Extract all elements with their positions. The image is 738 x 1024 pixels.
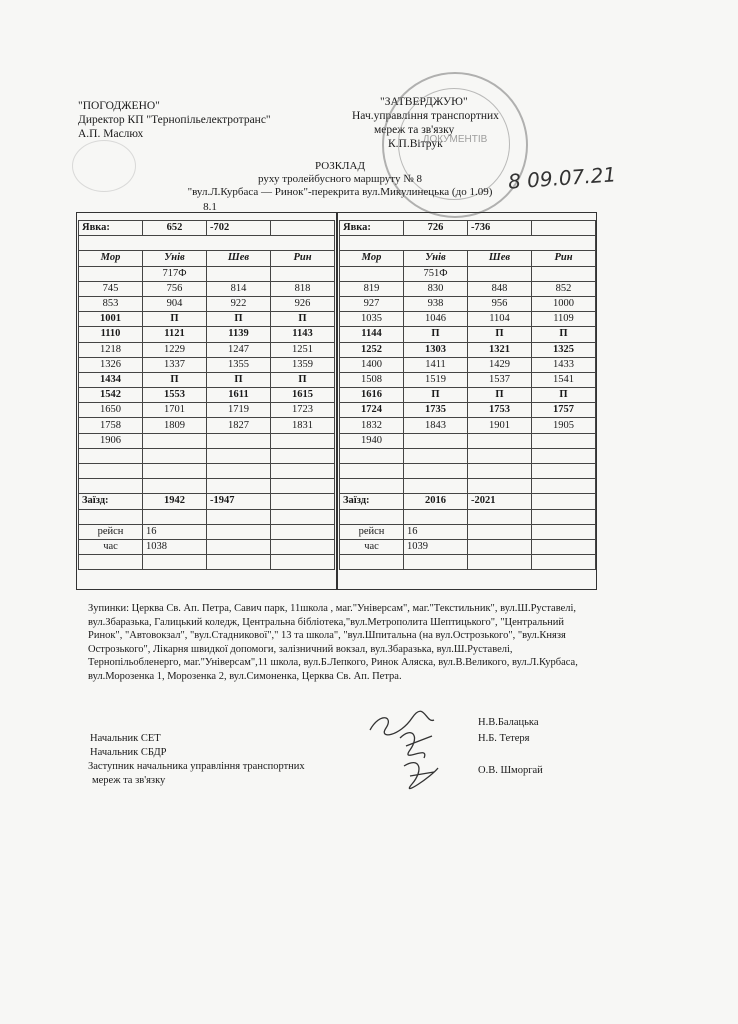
approval-right-position-1: Нач.управління транспортних xyxy=(352,110,499,122)
blank-row xyxy=(79,479,335,494)
time-cell: П xyxy=(404,327,468,342)
empty-cell xyxy=(340,464,404,479)
empty-cell xyxy=(207,555,271,570)
time-cell: 1411 xyxy=(404,357,468,372)
column-header: Шев xyxy=(207,251,271,266)
sig-right-3: О.В. Шморгай xyxy=(478,765,543,776)
column-header: Унів xyxy=(404,251,468,266)
approval-left-heading: "ПОГОДЖЕНО" xyxy=(78,100,160,112)
time-cell xyxy=(468,433,532,448)
stops-list: Зупинки: Церква Св. Ап. Петра, Савич парк, 11школа , маг."Універсам", маг."Текстильник", вул.Ш.Руставелі, вул.Збаразька, Галицький коледж, Центральна бібліотека,"вул.Метрополита Шептицького", "Центральний Ринок", "Автовокзал", "вул.Стадникової"," 13 та школа", "вул.Шпитальна (на вул.Острозького", "вул.Князя Острозького", Лікарня швидкої допомоги, залізничний вокзал, вул.Збаразька, вул.Ш.Руставелі, Тернопільобленерго, маг."Універсам",11 школа, вул.Б.Лепкого, Ринок Аляска, вул.В.Великого, вул.Л.Курбаса, вул.Морозенка 1, Морозенка 2, вул.Симоненка, Церква Св. Ап. Петра. xyxy=(88,603,578,682)
empty-cell xyxy=(404,479,468,494)
time-cell: 1753 xyxy=(468,403,532,418)
zaizd-start: 1942 xyxy=(143,494,207,509)
time-cell: 1541 xyxy=(532,372,596,387)
time-row xyxy=(79,539,335,554)
time-cell: П xyxy=(404,388,468,403)
empty-cell xyxy=(207,524,271,539)
sig-left-4: мереж та зв'язку xyxy=(92,775,166,786)
empty-cell xyxy=(404,555,468,570)
time-cell: 756 xyxy=(143,281,207,296)
empty-cell xyxy=(532,494,596,509)
empty-cell xyxy=(340,266,404,281)
approval-right-name: К.П.Вітрук xyxy=(388,138,443,150)
yavka-row xyxy=(79,221,335,236)
empty-cell xyxy=(532,539,596,554)
time-cell: П xyxy=(207,372,271,387)
empty-cell xyxy=(271,464,335,479)
column-header: Шев xyxy=(468,251,532,266)
spacer-cell xyxy=(340,236,596,251)
empty-cell xyxy=(468,555,532,570)
table-row xyxy=(79,388,335,403)
time-cell: 904 xyxy=(143,296,207,311)
sig-right-2: Н.Б. Тетеря xyxy=(478,733,530,744)
time-cell: 818 xyxy=(271,281,335,296)
work-time-label: час xyxy=(79,539,143,554)
time-cell: 1701 xyxy=(143,403,207,418)
column-header: Рин xyxy=(271,251,335,266)
empty-cell xyxy=(468,479,532,494)
depot-code: 717Ф xyxy=(143,266,207,281)
spacer-row xyxy=(79,236,335,251)
empty-cell xyxy=(404,448,468,463)
time-cell: 1143 xyxy=(271,327,335,342)
time-cell: 1508 xyxy=(340,372,404,387)
time-cell: 1542 xyxy=(79,388,143,403)
time-cell: П xyxy=(143,372,207,387)
empty-cell xyxy=(340,479,404,494)
time-cell: 1615 xyxy=(271,388,335,403)
empty-cell xyxy=(271,221,335,236)
empty-cell xyxy=(79,479,143,494)
table-row xyxy=(340,327,596,342)
time-cell: П xyxy=(532,327,596,342)
approval-right-heading: "ЗАТВЕРДЖУЮ" xyxy=(380,96,468,108)
empty-cell xyxy=(143,509,207,524)
time-cell: 1832 xyxy=(340,418,404,433)
empty-cell xyxy=(207,448,271,463)
sig-left-2: Начальник СБДР xyxy=(90,747,167,758)
time-cell: П xyxy=(143,312,207,327)
time-cell: 1104 xyxy=(468,312,532,327)
time-cell: 1001 xyxy=(79,312,143,327)
empty-cell xyxy=(468,266,532,281)
time-cell: 1121 xyxy=(143,327,207,342)
table-row xyxy=(340,281,596,296)
empty-cell xyxy=(271,266,335,281)
time-cell: 1553 xyxy=(143,388,207,403)
table-row xyxy=(340,342,596,357)
blank-row xyxy=(79,509,335,524)
time-cell: 1611 xyxy=(207,388,271,403)
time-cell: 1000 xyxy=(532,296,596,311)
empty-cell xyxy=(532,479,596,494)
time-cell: П xyxy=(271,312,335,327)
time-cell: 1252 xyxy=(340,342,404,357)
approval-right-position-2: мереж та зв'язку xyxy=(374,124,455,136)
empty-cell xyxy=(532,266,596,281)
time-cell: 1337 xyxy=(143,357,207,372)
empty-cell xyxy=(404,509,468,524)
empty-cell xyxy=(468,524,532,539)
empty-cell xyxy=(207,509,271,524)
time-row xyxy=(340,539,596,554)
time-cell: 1251 xyxy=(271,342,335,357)
table-row xyxy=(79,281,335,296)
empty-cell xyxy=(143,448,207,463)
table-row xyxy=(79,342,335,357)
empty-cell xyxy=(207,464,271,479)
time-cell: 956 xyxy=(468,296,532,311)
time-cell xyxy=(207,433,271,448)
time-cell: 1229 xyxy=(143,342,207,357)
zaizd-end: -1947 xyxy=(207,494,271,509)
header-row xyxy=(340,251,596,266)
time-cell: 938 xyxy=(404,296,468,311)
empty-cell xyxy=(468,509,532,524)
empty-cell xyxy=(404,464,468,479)
time-cell: 1144 xyxy=(340,327,404,342)
empty-cell xyxy=(271,555,335,570)
time-cell: 848 xyxy=(468,281,532,296)
empty-cell xyxy=(143,479,207,494)
column-header: Унів xyxy=(143,251,207,266)
table-row xyxy=(340,296,596,311)
time-cell: 1433 xyxy=(532,357,596,372)
time-cell xyxy=(404,433,468,448)
sig-left-3: Заступник начальника управління транспортних xyxy=(88,761,305,772)
time-cell: 922 xyxy=(207,296,271,311)
depot-row xyxy=(340,266,596,281)
spacer-row xyxy=(340,236,596,251)
table-row xyxy=(340,388,596,403)
doc-subtitle: руху тролейбусного маршруту № 8 xyxy=(258,173,422,185)
blank-row xyxy=(340,464,596,479)
time-cell: 814 xyxy=(207,281,271,296)
empty-cell xyxy=(468,539,532,554)
yavka-label: Явка: xyxy=(79,221,143,236)
header-row xyxy=(79,251,335,266)
empty-cell xyxy=(532,509,596,524)
time-cell: 819 xyxy=(340,281,404,296)
time-cell: 1359 xyxy=(271,357,335,372)
approval-left-position: Директор КП "Тернопільелектротранс" xyxy=(78,114,271,126)
table-row xyxy=(79,418,335,433)
work-time-value: 1039 xyxy=(404,539,468,554)
blank-row xyxy=(340,479,596,494)
time-cell: 1303 xyxy=(404,342,468,357)
work-time-value: 1038 xyxy=(143,539,207,554)
schedule-divider xyxy=(336,212,338,590)
schedule-table-right xyxy=(339,220,596,570)
time-cell: 745 xyxy=(79,281,143,296)
time-cell: 1719 xyxy=(207,403,271,418)
time-cell: 1247 xyxy=(207,342,271,357)
time-cell: 926 xyxy=(271,296,335,311)
time-cell: 1218 xyxy=(79,342,143,357)
empty-cell xyxy=(79,464,143,479)
trips-label: рейсн xyxy=(79,524,143,539)
time-cell: 1321 xyxy=(468,342,532,357)
empty-cell xyxy=(143,464,207,479)
time-cell: П xyxy=(271,372,335,387)
approval-left-name: А.П. Маслюх xyxy=(78,128,144,140)
table-row xyxy=(79,312,335,327)
time-cell xyxy=(143,433,207,448)
time-cell: 1905 xyxy=(532,418,596,433)
faint-seal-stamp xyxy=(72,140,136,192)
table-row xyxy=(79,296,335,311)
time-cell: 1110 xyxy=(79,327,143,342)
time-cell: 1758 xyxy=(79,418,143,433)
depot-row xyxy=(79,266,335,281)
empty-cell xyxy=(340,448,404,463)
empty-cell xyxy=(271,494,335,509)
empty-cell xyxy=(79,448,143,463)
empty-cell xyxy=(207,479,271,494)
empty-cell xyxy=(79,266,143,281)
table-row xyxy=(340,433,596,448)
time-cell: 1906 xyxy=(79,433,143,448)
empty-cell xyxy=(271,448,335,463)
yavka-end: -702 xyxy=(207,221,271,236)
table-row xyxy=(340,357,596,372)
time-cell: П xyxy=(532,388,596,403)
blank-row xyxy=(340,555,596,570)
time-cell: 1809 xyxy=(143,418,207,433)
trips-row xyxy=(340,524,596,539)
time-cell: П xyxy=(468,388,532,403)
time-cell: 1827 xyxy=(207,418,271,433)
trips-label: рейсн xyxy=(340,524,404,539)
sig-left-1: Начальник СЕТ xyxy=(90,733,161,744)
empty-cell xyxy=(532,555,596,570)
time-cell: 1757 xyxy=(532,403,596,418)
zaizd-row xyxy=(340,494,596,509)
time-cell: 1650 xyxy=(79,403,143,418)
column-header: Рин xyxy=(532,251,596,266)
time-cell: 1940 xyxy=(340,433,404,448)
table-row xyxy=(79,357,335,372)
time-cell xyxy=(271,433,335,448)
time-cell: 830 xyxy=(404,281,468,296)
table-row xyxy=(79,372,335,387)
depot-code: 751Ф xyxy=(404,266,468,281)
empty-cell xyxy=(468,448,532,463)
column-header: Мор xyxy=(79,251,143,266)
yavka-row xyxy=(340,221,596,236)
empty-cell xyxy=(271,479,335,494)
time-cell: 853 xyxy=(79,296,143,311)
time-cell: 1326 xyxy=(79,357,143,372)
empty-cell xyxy=(207,266,271,281)
trips-row xyxy=(79,524,335,539)
doc-title: РОЗКЛАД xyxy=(315,160,365,172)
route-number: 8.1 xyxy=(203,201,217,213)
yavka-start: 652 xyxy=(143,221,207,236)
trips-value: 16 xyxy=(404,524,468,539)
zaizd-label: Заїзд: xyxy=(79,494,143,509)
yavka-end: -736 xyxy=(468,221,532,236)
empty-cell xyxy=(79,509,143,524)
time-cell: 927 xyxy=(340,296,404,311)
time-cell: 1434 xyxy=(79,372,143,387)
table-row xyxy=(340,372,596,387)
spacer-cell xyxy=(79,236,335,251)
table-row xyxy=(79,403,335,418)
table-row xyxy=(79,327,335,342)
blank-row xyxy=(340,509,596,524)
time-cell: 1035 xyxy=(340,312,404,327)
table-row xyxy=(340,403,596,418)
blank-row xyxy=(79,555,335,570)
schedule-table-left xyxy=(78,220,335,570)
empty-cell xyxy=(207,539,271,554)
table-row xyxy=(79,433,335,448)
zaizd-label: Заїзд: xyxy=(340,494,404,509)
empty-cell xyxy=(340,509,404,524)
time-cell: 1735 xyxy=(404,403,468,418)
empty-cell xyxy=(468,464,532,479)
handwritten-date: 8 09.07.21 xyxy=(507,162,617,194)
time-cell xyxy=(532,433,596,448)
blank-row xyxy=(340,448,596,463)
time-cell: 1831 xyxy=(271,418,335,433)
empty-cell xyxy=(532,221,596,236)
time-cell: 1400 xyxy=(340,357,404,372)
empty-cell xyxy=(143,555,207,570)
time-cell: 1724 xyxy=(340,403,404,418)
time-cell: 1325 xyxy=(532,342,596,357)
time-cell: 1139 xyxy=(207,327,271,342)
time-cell: 852 xyxy=(532,281,596,296)
empty-cell xyxy=(79,555,143,570)
trips-value: 16 xyxy=(143,524,207,539)
yavka-start: 726 xyxy=(404,221,468,236)
sig-right-1: Н.В.Балацька xyxy=(478,717,539,728)
time-cell: 1355 xyxy=(207,357,271,372)
time-cell: 1429 xyxy=(468,357,532,372)
empty-cell xyxy=(532,448,596,463)
yavka-label: Явка: xyxy=(340,221,404,236)
empty-cell xyxy=(271,539,335,554)
empty-cell xyxy=(340,555,404,570)
handwritten-signatures xyxy=(360,706,460,796)
empty-cell xyxy=(271,524,335,539)
time-cell: 1616 xyxy=(340,388,404,403)
blank-row xyxy=(79,448,335,463)
empty-cell xyxy=(532,464,596,479)
time-cell: 1519 xyxy=(404,372,468,387)
time-cell: 1901 xyxy=(468,418,532,433)
blank-row xyxy=(79,464,335,479)
empty-cell xyxy=(271,509,335,524)
time-cell: П xyxy=(207,312,271,327)
zaizd-start: 2016 xyxy=(404,494,468,509)
time-cell: 1109 xyxy=(532,312,596,327)
table-row xyxy=(340,312,596,327)
time-cell: 1723 xyxy=(271,403,335,418)
stamp-text: ДОКУМЕНТІВ xyxy=(422,134,488,145)
empty-cell xyxy=(532,524,596,539)
column-header: Мор xyxy=(340,251,404,266)
zaizd-row xyxy=(79,494,335,509)
route-name: "вул.Л.Курбаса — Ринок"-перекрита вул.Микулинецька (до 1.09) xyxy=(187,186,493,198)
time-cell: П xyxy=(468,327,532,342)
time-cell: 1537 xyxy=(468,372,532,387)
time-cell: 1843 xyxy=(404,418,468,433)
time-cell: 1046 xyxy=(404,312,468,327)
zaizd-end: -2021 xyxy=(468,494,532,509)
table-row xyxy=(340,418,596,433)
work-time-label: час xyxy=(340,539,404,554)
